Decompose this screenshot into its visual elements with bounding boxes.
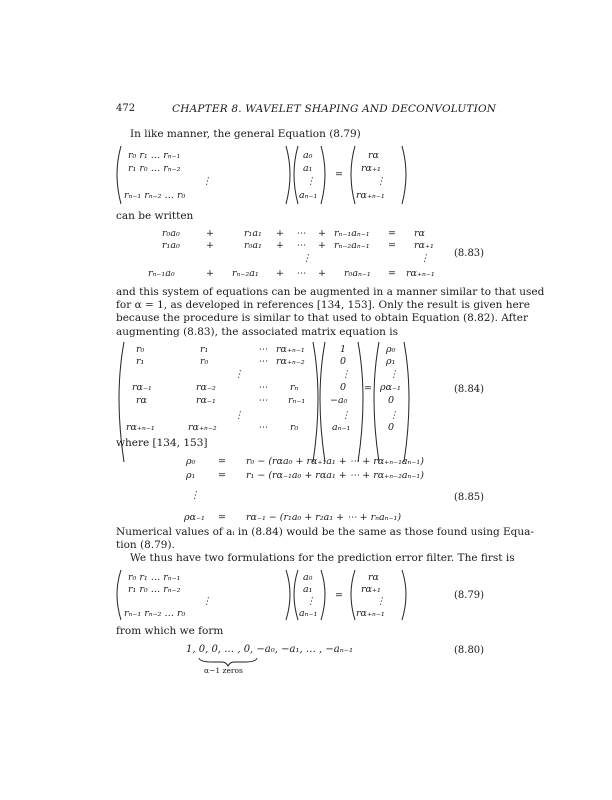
- matrix-entry: rα₋₂: [196, 382, 216, 393]
- vector-entry: aₙ₋₁: [299, 608, 318, 619]
- matrix-entry: rα₊ₙ₋₁: [126, 422, 155, 433]
- where-text: where [134, 153]: [116, 437, 208, 449]
- vector-entry: ⋮: [306, 596, 316, 607]
- eq-term: +: [318, 228, 326, 239]
- matrix-entry: rα: [136, 395, 147, 406]
- eq-rel: =: [218, 456, 226, 467]
- intro-text: In like manner, the general Equation (8.79): [130, 128, 361, 140]
- eq-term: ⋯: [296, 240, 306, 251]
- vector-entry: a₀: [303, 572, 313, 583]
- equation-number: (8.79): [454, 590, 485, 601]
- matrix-entry: rα₋₁: [196, 395, 216, 406]
- vector-entry: ⋮: [376, 176, 386, 187]
- paragraph-line: and this system of equations can be augmented in a manner similar to that used: [116, 286, 545, 298]
- vector-entry: ⋮: [376, 596, 386, 607]
- eq-term: r₀aₙ₋₁: [344, 268, 371, 279]
- vector-entry: rα₊ₙ₋₁: [356, 608, 385, 619]
- vector-entry: 1: [340, 344, 347, 355]
- paragraph-line: because the procedure is similar to that used to obtain Equation (8.82). After: [116, 312, 528, 325]
- matrix-entry: r₀: [290, 422, 299, 433]
- eq-term: +: [276, 268, 284, 279]
- eq-term: =: [388, 268, 396, 279]
- eq-term: ⋮: [302, 253, 312, 264]
- matrix-entry: rₙ₋₁: [288, 395, 306, 406]
- eq-lhs: ρ₀: [186, 456, 196, 467]
- eq-term: r₁a₀: [162, 240, 180, 251]
- eq-lhs: ρα₋₁: [184, 512, 205, 523]
- matrix-row: ⋮: [202, 596, 212, 607]
- eq-term: rₙ₋₁a₀: [148, 268, 175, 279]
- equals-sign: =: [364, 383, 372, 394]
- running-title: CHAPTER 8. WAVELET SHAPING AND DECONVOLUTION: [172, 103, 497, 115]
- vector-entry: a₁: [303, 584, 313, 595]
- vector-entry: 0: [340, 382, 347, 393]
- eq-lhs: ⋮: [190, 490, 200, 501]
- eq-rhs: r₀ − (rαa₀ + rα₊₁a₁ + ⋯ + rα₊ₙ₋₁aₙ₋₁): [246, 456, 424, 467]
- vector-entry: ⋮: [389, 410, 399, 421]
- vector-entry: aₙ₋₁: [332, 422, 351, 433]
- eq-term: ⋮: [420, 253, 430, 264]
- vector-entry: −a₀: [330, 395, 348, 406]
- underbrace-label: α−1 zeros: [204, 666, 243, 675]
- vector-entry: rα₊₁: [361, 163, 381, 174]
- equation-number: (8.83): [454, 248, 485, 259]
- eq-lhs: ρ₁: [186, 470, 196, 481]
- vector-entry: aₙ₋₁: [299, 190, 318, 201]
- equation-number: (8.80): [454, 645, 485, 656]
- vector-entry: ⋮: [341, 410, 351, 421]
- vector-entry: ⋮: [306, 176, 316, 187]
- matrix-entry: ⋯: [258, 395, 268, 406]
- paragraph-two-formulations: We thus have two formulations for the prediction error filter. The first is: [130, 552, 515, 564]
- eq-term: rₙ₋₂a₁: [232, 268, 259, 279]
- vector-entry: a₁: [303, 163, 313, 174]
- matrix-row: r₀ r₁ … rₙ₋₁: [128, 572, 181, 583]
- matrix-row: r₀ r₁ … rₙ₋₁: [128, 150, 181, 161]
- matrix-entry: r₀: [200, 356, 209, 367]
- matrix-row: rₙ₋₁ rₙ₋₂ … r₀: [124, 608, 186, 619]
- sequence: 1, 0, 0, … , 0, −a₀, −a₁, … , −aₙ₋₁: [186, 644, 354, 655]
- vector-entry: ρ₀: [386, 344, 396, 355]
- equals-sign: =: [335, 590, 343, 601]
- eq-term: r₀a₁: [244, 240, 262, 251]
- vector-entry: rα: [368, 572, 379, 583]
- eq-term: +: [206, 228, 214, 239]
- vector-entry: ρα₋₁: [380, 382, 401, 393]
- matrix-entry: rα₊ₙ₋₂: [188, 422, 217, 433]
- eq-term: r₁a₁: [244, 228, 262, 239]
- matrix-entry: ⋯: [258, 382, 268, 393]
- matrix-row: r₁ r₀ … rₙ₋₂: [128, 584, 181, 595]
- equation-number: (8.85): [454, 492, 485, 503]
- eq-term: +: [206, 268, 214, 279]
- eq-rhs: r₁ − (rα₋₁a₀ + rαa₁ + ⋯ + rα₊ₙ₋₂aₙ₋₁): [246, 470, 424, 481]
- eq-term: =: [388, 240, 396, 251]
- can-be-written: can be written: [116, 210, 194, 222]
- eq-term: +: [276, 240, 284, 251]
- matrix-entry: ⋯: [258, 422, 268, 433]
- matrix-entry: r₁: [136, 356, 145, 367]
- matrix-row: rₙ₋₁ rₙ₋₂ … r₀: [124, 190, 186, 201]
- matrix-entry: rₙ: [290, 382, 299, 393]
- page-number: 472: [116, 103, 136, 114]
- matrix-entry: rα₊ₙ₋₁: [276, 344, 305, 355]
- paragraph-line: for α = 1, as developed in references [134, 153]. Only the result is given here: [116, 299, 530, 312]
- matrix-entry: rα₋₁: [132, 382, 152, 393]
- matrix-entry: ⋯: [258, 356, 268, 367]
- eq-term: rα₊ₙ₋₁: [406, 268, 435, 279]
- eq-rel: =: [218, 470, 226, 481]
- paragraph-line: tion (8.79).: [116, 539, 175, 552]
- matrix-entry: r₁: [200, 344, 209, 355]
- vector-entry: rα: [368, 150, 379, 161]
- eq-term: ⋯: [296, 268, 306, 279]
- eq-term: +: [206, 240, 214, 251]
- eq-term: rα: [414, 228, 425, 239]
- vector-entry: 0: [388, 395, 395, 406]
- matrix-entry: rα₊ₙ₋₂: [276, 356, 305, 367]
- matrix-entry: ⋯: [258, 344, 268, 355]
- matrix-row: r₁ r₀ … rₙ₋₂: [128, 163, 181, 174]
- eq-rel: =: [218, 512, 226, 523]
- equals-sign: =: [335, 169, 343, 180]
- matrix-entry: ⋮: [234, 410, 244, 421]
- paragraph-line: augmenting (8.83), the associated matrix equation is: [116, 325, 398, 338]
- matrix-entry: ⋮: [234, 369, 244, 380]
- matrix-row: ⋮: [202, 176, 212, 187]
- vector-entry: 0: [388, 422, 395, 433]
- eq-term: =: [388, 228, 396, 239]
- eq-term: +: [318, 240, 326, 251]
- eq-term: rₙ₋₂aₙ₋₁: [334, 240, 370, 251]
- vector-entry: 0: [340, 356, 347, 367]
- eq-term: rα₊₁: [414, 240, 434, 251]
- vector-entry: a₀: [303, 150, 313, 161]
- eq-term: +: [318, 268, 326, 279]
- vector-entry: rα₊₁: [361, 584, 381, 595]
- vector-entry: ⋮: [389, 369, 399, 380]
- from-which-text: from which we form: [116, 625, 224, 637]
- eq-term: ⋯: [296, 228, 306, 239]
- eq-term: r₀a₀: [162, 228, 180, 239]
- paragraph-line: Numerical values of aᵢ in (8.84) would be the same as those found using Equa-: [116, 526, 534, 538]
- equation-number: (8.84): [454, 384, 485, 395]
- eq-rhs: rα₋₁ − (r₁a₀ + r₂a₁ + ⋯ + rₙaₙ₋₁): [246, 512, 402, 523]
- vector-entry: ⋮: [341, 369, 351, 380]
- vector-entry: ρ₁: [386, 356, 396, 367]
- eq-term: +: [276, 228, 284, 239]
- vector-entry: rα₊ₙ₋₁: [356, 190, 385, 201]
- matrix-entry: r₀: [136, 344, 145, 355]
- eq-term: rₙ₋₁aₙ₋₁: [334, 228, 370, 239]
